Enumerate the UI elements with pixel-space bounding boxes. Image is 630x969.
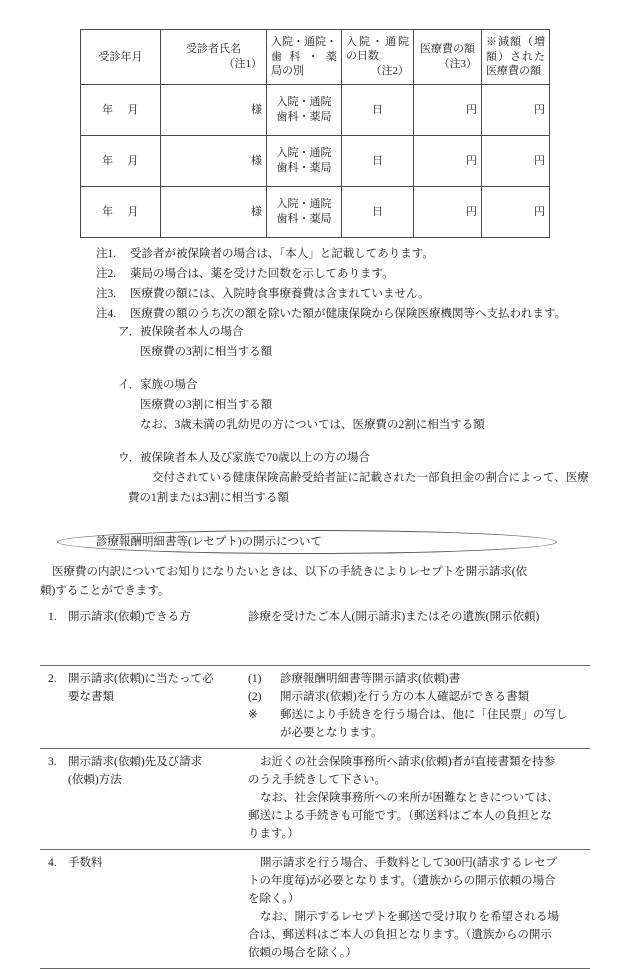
header-visit-year-month: [81, 30, 161, 85]
note-item-1: [96, 244, 616, 264]
note-item-4: [96, 304, 616, 324]
procedure-sub-mark-2-2: (2): [248, 691, 262, 703]
procedure-sub-text-2-1: 診療報酬明細書等開示請求(依頼)書: [280, 673, 461, 685]
section-heading-title: 診療報酬明細書等(レセプト)の開示について: [96, 536, 322, 548]
procedure-number-1: 1.: [48, 611, 57, 623]
procedure-row-3: [40, 749, 590, 850]
note-text-1: 受診者が被保険者の場合は、「本人」と記載してあります。: [130, 248, 434, 260]
procedure-number-3: 3.: [48, 756, 57, 768]
procedure-term-3: [40, 749, 248, 850]
procedure-row-1: [40, 604, 590, 666]
year-unit: 年: [102, 205, 114, 218]
procedure-desc-4-p2-l1: なお、開示するレセプトを郵送で受け取りを希望される場: [260, 911, 559, 923]
note-text-4: 医療費の額のうち次の額を除いた額が健康保険から保険医療機関等へ支払われます。: [130, 308, 567, 320]
header-patient-name-note: （注1）: [223, 58, 262, 70]
section-intro-line-1: 医療費の内訳についてお知りになりたいときは、以下の手続きによりレセプトを開示請求(依: [52, 566, 528, 578]
header-adjusted-cost-line1: ※減額（増: [486, 36, 545, 49]
lettered-mark-i: イ．: [118, 379, 140, 391]
header-days-count-note: （注2）: [370, 65, 409, 78]
procedure-desc-4: [248, 850, 590, 969]
lettered-item-a: [118, 322, 618, 362]
cell-year-month[interactable]: [81, 136, 161, 187]
cell-cost[interactable]: [414, 136, 482, 187]
header-patient-name-label: 受診者氏名: [186, 43, 241, 56]
procedure-desc-4-p1-l2: トの年度毎)が必要となります。（遺族からの開示依頼の場合: [248, 875, 556, 887]
note-label-4: 注4.: [96, 308, 117, 320]
procedure-sub-text-2-2: 開示請求(依頼)を行う方の本人確認ができる書類: [280, 691, 530, 703]
header-days-count-line2: の日数: [346, 50, 379, 63]
procedure-desc-line-1: 診療を受けたご本人(開示請求)またはその遺族(開示依頼): [248, 611, 540, 623]
cell-adjusted-cost[interactable]: [482, 136, 550, 187]
month-unit: 月: [127, 205, 139, 218]
lettered-mark-u: ウ．: [118, 452, 141, 464]
cost-unit: 円: [466, 103, 477, 116]
procedure-sub-item-2-3: [248, 706, 590, 742]
name-suffix: 様: [251, 205, 262, 218]
cell-adjusted-cost[interactable]: [482, 85, 550, 136]
table-row[interactable]: [81, 85, 550, 136]
note-label-1: 注1.: [96, 248, 117, 260]
procedure-desc-3: [248, 749, 590, 850]
name-suffix: 様: [251, 103, 262, 116]
procedure-desc-2: [248, 666, 590, 749]
note-label-2: 注2.: [96, 268, 117, 280]
header-adjusted-cost-line2: 額）された: [486, 50, 545, 63]
table-row[interactable]: [81, 136, 550, 187]
cell-days[interactable]: [342, 187, 414, 238]
procedure-desc-1: [248, 604, 590, 666]
year-unit: 年: [102, 154, 114, 167]
procedure-term-text-2a: 開示請求(依頼)に当たって必: [68, 673, 214, 685]
lettered-item-i-line-1: 医療費の3割に相当する額: [140, 399, 273, 411]
cell-cost[interactable]: [414, 85, 482, 136]
lettered-item-i-head: [118, 375, 618, 395]
cell-cost[interactable]: [414, 187, 482, 238]
table-row[interactable]: [81, 187, 550, 238]
month-unit: 月: [127, 154, 139, 167]
lettered-item-a-line-1: 医療費の3割に相当する額: [140, 346, 273, 358]
lettered-heading-a: 被保険者本人の場合: [140, 326, 244, 338]
header-days-count: [342, 30, 414, 85]
procedure-term-1: [40, 604, 248, 666]
days-unit: 日: [372, 205, 383, 218]
year-unit: 年: [102, 103, 114, 116]
section-intro-paragraph: [40, 563, 590, 601]
procedure-sub-mark-2-1: (1): [248, 673, 262, 685]
note-item-3: [96, 284, 616, 304]
care-type-line2: 歯科・薬局: [276, 162, 332, 174]
note-text-2: 薬局の場合は、薬を受けた回数を示してあります。: [130, 268, 394, 280]
care-type-line1: 入院・通院: [276, 96, 332, 109]
header-care-type-line1: 入院・通院・: [271, 36, 337, 48]
procedure-desc-3-p2-l1: なお、社会保険事務所への来所が困難なときについては、: [260, 792, 559, 804]
procedure-desc-3-p1-l2: のうえ手続きして下さい。: [248, 774, 386, 786]
cost-unit: 円: [466, 154, 477, 167]
procedure-desc-3-p2-l3: ります。）: [248, 828, 299, 840]
care-type-line1: 入院・通院: [276, 198, 332, 211]
cell-patient-name[interactable]: [161, 187, 267, 238]
disclosure-procedure-table: [40, 604, 590, 969]
cell-care-type[interactable]: [267, 187, 342, 238]
lettered-items-list: [118, 322, 618, 521]
procedure-row-2: [40, 666, 590, 749]
header-care-type-line3: 局の別: [271, 65, 304, 78]
procedure-desc-4-p2-l3: 依頼の場合を除く。）: [248, 947, 358, 959]
procedure-number-4: 4.: [48, 857, 57, 869]
medical-expense-table: [80, 29, 550, 238]
lettered-heading-u: 被保険者本人及び家族で70歳以上の方の場合: [140, 452, 370, 464]
cell-days[interactable]: [342, 136, 414, 187]
lettered-item-i: [118, 375, 618, 435]
cell-adjusted-cost[interactable]: [482, 187, 550, 238]
procedure-term-text-1: 開示請求(依頼)できる方: [68, 611, 191, 623]
procedure-sub-mark-2-3: ※: [248, 709, 258, 721]
cell-days[interactable]: [342, 85, 414, 136]
care-type-line2: 歯科・薬局: [276, 111, 332, 123]
note-text-3: 医療費の額には、入院時食事療養費は含まれていません。: [130, 288, 430, 300]
header-medical-cost-note: （注3）: [438, 58, 477, 70]
procedure-row-4: [40, 850, 590, 969]
month-unit: 月: [127, 103, 139, 116]
lettered-item-a-head: [118, 322, 618, 342]
procedure-term-text-3a: 開示請求(依頼)先及び請求: [68, 756, 203, 768]
procedure-desc-3-p2-l2: 郵送による手続きも可能です。（郵送料はご本人の負担とな: [248, 810, 552, 822]
procedure-desc-4-p1-l1: 開示請求を行う場合、手数料として300円(請求するレセプ: [260, 857, 558, 869]
section-intro-line-2: 頼)することができます。: [40, 585, 170, 597]
lettered-item-i-line-2: なお、3歳未満の乳幼児の方については、医療費の2割に相当する額: [140, 419, 485, 431]
procedure-sub-item-2-2: [248, 688, 590, 706]
procedure-desc-4-p2-l2: 合は、郵送料はご本人の負担となります。（遺族からの開示: [248, 929, 552, 941]
procedure-desc-4-p1-l3: を除く。）: [248, 893, 300, 905]
adjusted-unit: 円: [534, 154, 545, 167]
cell-year-month[interactable]: [81, 85, 161, 136]
header-medical-cost-label: 医療費の額: [420, 43, 475, 56]
cell-patient-name[interactable]: [161, 136, 267, 187]
lettered-item-u-line-1: 交付されている健康保険高齢受給者証に記載された一部負担金の割合によって、医療: [152, 472, 589, 484]
header-care-type-line2: 歯科・薬: [271, 50, 337, 63]
procedure-term-2: [40, 666, 248, 749]
cell-patient-name[interactable]: [161, 85, 267, 136]
header-visit-year-month-label: 受診年月: [98, 50, 143, 63]
days-unit: 日: [372, 103, 383, 116]
procedure-sub-item-2-1: [248, 670, 590, 688]
notes-list: [96, 244, 616, 324]
table-body: [81, 85, 550, 238]
procedure-term-text-3b: (依頼)方法: [68, 774, 122, 786]
care-type-line2: 歯科・薬局: [276, 213, 332, 225]
name-suffix: 様: [251, 154, 262, 167]
procedure-term-4: [40, 850, 248, 969]
procedure-desc-3-p1-l1: お近くの社会保険事務所へ請求(依頼)者が直接書類を持参: [260, 756, 556, 768]
header-medical-cost: [414, 30, 482, 85]
cell-year-month[interactable]: [81, 187, 161, 238]
cell-care-type[interactable]: [267, 136, 342, 187]
table-header-row: [81, 30, 550, 85]
header-care-type: [267, 30, 342, 85]
header-adjusted-cost: [482, 30, 550, 85]
procedure-number-2: 2.: [48, 673, 57, 685]
procedure-sub-text-2-3: 郵送により手続きを行う場合は、他に「住民票」の写し: [280, 709, 568, 721]
header-patient-name: [161, 30, 267, 85]
procedure-sub-text-2-3b: が必要となります。: [280, 727, 383, 739]
days-unit: 日: [372, 154, 383, 167]
procedure-term-text-4: 手数料: [68, 857, 103, 869]
lettered-item-u-head: [118, 448, 618, 468]
lettered-heading-i: 家族の場合: [140, 379, 198, 391]
header-adjusted-cost-line3: 医療費の額: [486, 64, 541, 77]
note-label-3: 注3.: [96, 288, 117, 300]
care-type-line1: 入院・通院: [276, 147, 332, 160]
lettered-item-u-line-2: 費の1割または3割に相当する額: [128, 492, 289, 504]
table-header: [81, 30, 550, 85]
adjusted-unit: 円: [534, 205, 545, 218]
note-item-2: [96, 264, 616, 284]
procedure-term-text-2b: 要な書類: [68, 691, 114, 703]
cost-unit: 円: [466, 205, 477, 218]
cell-care-type[interactable]: [267, 85, 342, 136]
header-days-count-line1: 入院・通院: [346, 36, 409, 48]
adjusted-unit: 円: [534, 103, 545, 116]
medical-expense-table-wrapper: [80, 29, 549, 238]
lettered-item-u: [118, 448, 618, 508]
lettered-mark-a: ア．: [118, 326, 141, 338]
